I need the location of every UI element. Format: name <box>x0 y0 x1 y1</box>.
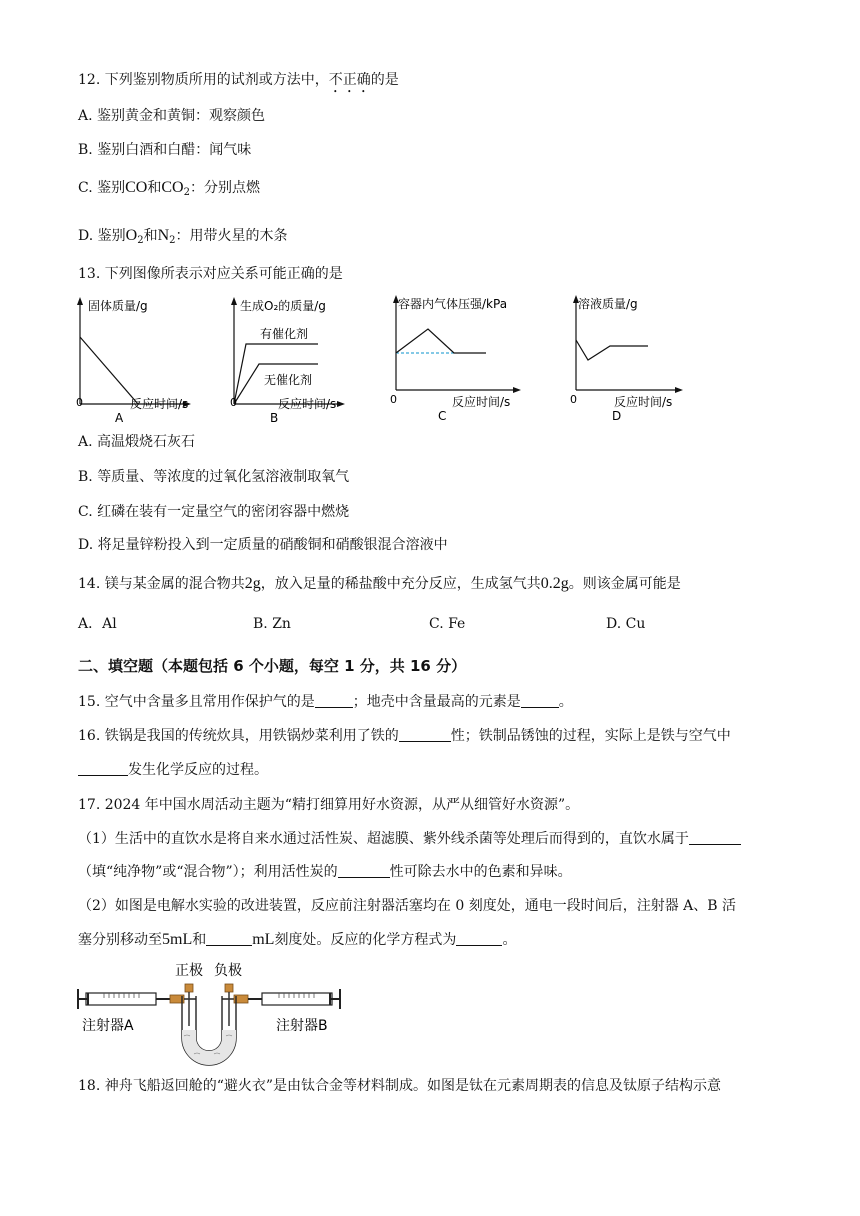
origin-label: 0 <box>390 393 397 406</box>
electrolysis-apparatus <box>74 956 354 1066</box>
syringe-b-label: 注射器B <box>276 1018 328 1034</box>
q12-option-d: D. 鉴别$O_2$和$N_2$：用带火星的木条 <box>78 227 288 246</box>
q17-stem: 17. 2024 年中国水周活动主题为“精打细算用好水资源，从严从细管好水资源”。 <box>78 797 580 813</box>
q15-text: 15. 空气中含量多且常用作保护气的是 ；地壳中含量最高的元素是 。 <box>78 694 573 710</box>
emphasis-text: 不正确 <box>328 72 371 88</box>
answer-blank <box>399 727 451 742</box>
q12-stem: 12. 下列鉴别物质所用的试剂或方法中，不正确的是 <box>78 72 399 88</box>
x-axis-arrow <box>513 387 521 393</box>
q12-option-c: C. 鉴别CO和$CO_2$：分别点燃 <box>78 179 260 198</box>
q13-stem: 13. 下列图像所表示对应关系可能正确的是 <box>78 266 343 282</box>
graph-letter: A <box>115 411 124 425</box>
q16-line2: 发生化学反应的过程。 <box>78 760 268 780</box>
q14-option-c: C. Fe <box>429 616 466 632</box>
origin-label: 0 <box>76 396 83 409</box>
line-label-no-catalyst: 无催化剂 <box>264 373 313 387</box>
q14-options <box>78 614 838 634</box>
graph-b <box>224 292 354 432</box>
origin-label: 0 <box>570 393 577 406</box>
y-label: 溶液质量/g <box>578 297 638 311</box>
y-label: 容器内气体压强/kPa <box>398 297 508 311</box>
answer-blank <box>689 830 741 845</box>
negative-electrode-label: 负极 <box>214 963 242 979</box>
u-tube-inner <box>196 996 222 1051</box>
x-axis-arrow <box>675 387 683 393</box>
graph-d <box>566 290 696 430</box>
x-label: 反应时间/s <box>614 395 673 409</box>
y-label: 固体质量/g <box>88 299 148 313</box>
q16-line1: 16. 铁锅是我国的传统炊具，用铁锅炒菜利用了铁的 性；铁制品锈蚀的过程，实际上是铁与空气中 <box>78 728 731 744</box>
curve-line <box>396 329 486 353</box>
y-axis-arrow <box>77 297 83 305</box>
syringe-a-barrel <box>86 993 156 1005</box>
graph-letter: C <box>438 409 447 423</box>
q13-option-d: D. 将足量锌粉投入到一定质量的硝酸铜和硝酸银混合溶液中 <box>78 537 448 553</box>
q14-stem: 14. 镁与某金属的混合物共2g，放入足量的稀盐酸中充分反应，生成氢气共0.2g。则该金属可能是 <box>78 575 681 592</box>
q13-option-c: C. 红磷在装有一定量空气的密闭容器中燃烧 <box>78 504 350 520</box>
positive-electrode-label: 正极 <box>175 963 203 979</box>
answer-blank <box>521 693 559 708</box>
graph-a <box>70 292 200 432</box>
answer-blank <box>338 863 390 878</box>
negative-electrode-cap <box>225 984 233 992</box>
q12-option-b: B. 鉴别白酒和白醋：闻气味 <box>78 142 252 158</box>
curve-line <box>576 340 648 360</box>
section-title: 二、填空题（本题包括 6 个小题，每空 1 分，共 16 分） <box>78 657 467 675</box>
answer-blank <box>456 931 502 946</box>
x-axis-arrow <box>337 401 345 407</box>
graph-letter: D <box>612 409 622 423</box>
graph-c <box>386 290 526 430</box>
q14-option-b: B. Zn <box>253 616 291 632</box>
syringe-b-barrel <box>262 993 332 1005</box>
q13-option-a: A. 高温煅烧石灰石 <box>78 434 196 450</box>
q17-part1-line2: （填“纯净物”或“混合物”）；利用活性炭的 性可除去水中的色素和异味。 <box>78 864 572 880</box>
answer-blank <box>315 693 353 708</box>
q17-part2-line2: 塞分别移动至5mL和 mL刻度处。反应的化学方程式为 。 <box>78 931 517 948</box>
q17-part1-line1: （1）生活中的直饮水是将自来水通过活性炭、超滤膜、紫外线杀菌等处理后而得到的，直饮水属于 <box>78 829 741 849</box>
q12-option-a: A. 鉴别黄金和黄铜：观察颜色 <box>78 108 266 124</box>
syringe-a-label: 注射器A <box>82 1018 134 1034</box>
q18-text: 18. 神舟飞船返回舱的“避火衣”是由钛合金等材料制成。如图是钛在元素周期表的信息及钛原子结构示意 <box>78 1078 722 1094</box>
graph-letter: B <box>270 411 279 425</box>
curve-line <box>80 337 138 404</box>
y-label: 生成O₂的质量/g <box>240 299 326 313</box>
y-axis-arrow <box>231 297 237 305</box>
answer-blank <box>78 761 128 776</box>
q14-option-d: D. Cu <box>606 616 646 632</box>
q17-part2-line1: （2）如图是电解水实验的改进装置，反应前注射器活塞均在 0 刻度处，通电一段时间后，注射器 A、B 活 <box>78 898 737 914</box>
q14-option-a: A．Al <box>78 616 117 632</box>
positive-electrode-cap <box>185 984 193 992</box>
origin-label: 0 <box>230 396 237 409</box>
x-label: 反应时间/s <box>278 397 337 411</box>
line-label-catalyst: 有催化剂 <box>260 327 309 341</box>
q13-option-b: B. 等质量、等浓度的过氧化氢溶液制取氧气 <box>78 469 350 485</box>
x-label: 反应时间/s <box>452 395 511 409</box>
syringe-b-scale <box>279 993 314 998</box>
answer-blank <box>206 931 252 946</box>
syringe-a-scale <box>104 993 139 998</box>
x-label: 反应时间/s <box>130 397 189 411</box>
